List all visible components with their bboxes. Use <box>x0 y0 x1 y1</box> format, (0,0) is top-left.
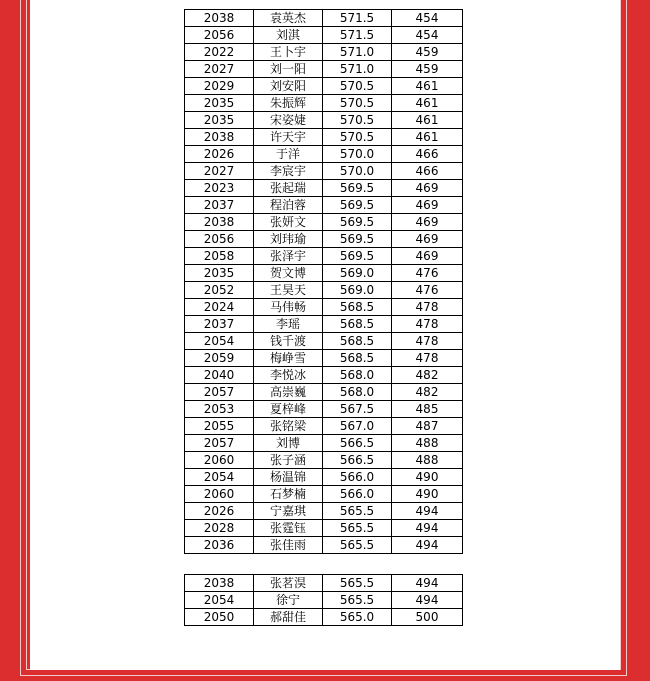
rank-cell: 476 <box>392 282 463 299</box>
class-cell: 2027 <box>185 163 254 180</box>
rank-cell: 454 <box>392 10 463 27</box>
score-cell: 566.5 <box>323 435 392 452</box>
class-cell: 2029 <box>185 78 254 95</box>
class-cell: 2026 <box>185 503 254 520</box>
name-cell: 马伟畅 <box>254 299 323 316</box>
rank-cell: 490 <box>392 469 463 486</box>
name-cell: 李瑶 <box>254 316 323 333</box>
table-row <box>185 418 463 435</box>
rank-cell: 490 <box>392 486 463 503</box>
rank-cell: 487 <box>392 418 463 435</box>
name-cell: 徐宁 <box>254 592 323 609</box>
table-row <box>185 146 463 163</box>
name-cell: 宋姿婕 <box>254 112 323 129</box>
name-cell: 朱振辉 <box>254 95 323 112</box>
score-cell: 571.0 <box>323 61 392 78</box>
rank-cell: 482 <box>392 367 463 384</box>
score-cell: 569.5 <box>323 197 392 214</box>
rank-cell: 459 <box>392 61 463 78</box>
rank-cell: 478 <box>392 299 463 316</box>
name-cell: 钱千渡 <box>254 333 323 350</box>
class-cell: 2053 <box>185 401 254 418</box>
score-cell: 570.0 <box>323 146 392 163</box>
score-cell: 568.5 <box>323 333 392 350</box>
table-row <box>185 575 463 592</box>
class-cell: 2027 <box>185 61 254 78</box>
class-cell: 2056 <box>185 27 254 44</box>
name-cell: 张霆钰 <box>254 520 323 537</box>
score-cell: 568.5 <box>323 316 392 333</box>
score-cell: 565.5 <box>323 520 392 537</box>
table-row <box>185 333 463 350</box>
rank-cell: 482 <box>392 384 463 401</box>
rank-cell: 494 <box>392 592 463 609</box>
table-row <box>185 180 463 197</box>
class-cell: 2060 <box>185 452 254 469</box>
table-row <box>185 248 463 265</box>
class-cell: 2036 <box>185 537 254 554</box>
table-row <box>185 10 463 27</box>
name-cell: 袁英杰 <box>254 10 323 27</box>
rank-cell: 478 <box>392 333 463 350</box>
class-cell: 2055 <box>185 418 254 435</box>
table-row <box>185 197 463 214</box>
rank-cell: 478 <box>392 350 463 367</box>
rank-cell: 459 <box>392 44 463 61</box>
score-cell: 568.5 <box>323 299 392 316</box>
score-cell: 569.5 <box>323 231 392 248</box>
rank-cell: 478 <box>392 316 463 333</box>
score-cell: 570.0 <box>323 163 392 180</box>
class-cell: 2057 <box>185 435 254 452</box>
table-row <box>185 299 463 316</box>
score-cell: 568.0 <box>323 367 392 384</box>
score-cell: 566.5 <box>323 452 392 469</box>
name-cell: 王昊天 <box>254 282 323 299</box>
score-cell: 569.0 <box>323 282 392 299</box>
name-cell: 宁嘉琪 <box>254 503 323 520</box>
class-cell: 2035 <box>185 265 254 282</box>
score-cell: 571.5 <box>323 27 392 44</box>
name-cell: 张铭梁 <box>254 418 323 435</box>
name-cell: 刘一阳 <box>254 61 323 78</box>
table-row <box>185 384 463 401</box>
score-cell: 565.5 <box>323 575 392 592</box>
name-cell: 梅峥雪 <box>254 350 323 367</box>
score-cell: 570.5 <box>323 78 392 95</box>
score-table-bottom <box>184 574 463 626</box>
class-cell: 2038 <box>185 214 254 231</box>
score-cell: 565.5 <box>323 503 392 520</box>
class-cell: 2052 <box>185 282 254 299</box>
class-cell: 2023 <box>185 180 254 197</box>
name-cell: 张子涵 <box>254 452 323 469</box>
score-cell: 570.5 <box>323 129 392 146</box>
rank-cell: 494 <box>392 537 463 554</box>
class-cell: 2060 <box>185 486 254 503</box>
rank-cell: 485 <box>392 401 463 418</box>
table-row <box>185 486 463 503</box>
class-cell: 2028 <box>185 520 254 537</box>
rank-cell: 454 <box>392 27 463 44</box>
name-cell: 张妍文 <box>254 214 323 231</box>
class-cell: 2054 <box>185 592 254 609</box>
table-row <box>185 27 463 44</box>
class-cell: 2050 <box>185 609 254 626</box>
class-cell: 2059 <box>185 350 254 367</box>
name-cell: 贺文博 <box>254 265 323 282</box>
score-cell: 567.0 <box>323 418 392 435</box>
name-cell: 刘淇 <box>254 27 323 44</box>
name-cell: 郝甜佳 <box>254 609 323 626</box>
class-cell: 2040 <box>185 367 254 384</box>
score-cell: 571.0 <box>323 44 392 61</box>
class-cell: 2035 <box>185 112 254 129</box>
name-cell: 于洋 <box>254 146 323 163</box>
rank-cell: 461 <box>392 95 463 112</box>
rank-cell: 469 <box>392 231 463 248</box>
name-cell: 石梦楠 <box>254 486 323 503</box>
name-cell: 刘玮瑜 <box>254 231 323 248</box>
rank-cell: 488 <box>392 452 463 469</box>
name-cell: 张起瑞 <box>254 180 323 197</box>
rank-cell: 494 <box>392 575 463 592</box>
rank-cell: 461 <box>392 78 463 95</box>
class-cell: 2024 <box>185 299 254 316</box>
rank-cell: 469 <box>392 180 463 197</box>
table-row <box>185 350 463 367</box>
rank-cell: 469 <box>392 214 463 231</box>
name-cell: 张泽宇 <box>254 248 323 265</box>
class-cell: 2038 <box>185 129 254 146</box>
rank-cell: 466 <box>392 146 463 163</box>
table-row <box>185 520 463 537</box>
rank-cell: 494 <box>392 503 463 520</box>
name-cell: 许天宇 <box>254 129 323 146</box>
rank-cell: 466 <box>392 163 463 180</box>
class-cell: 2037 <box>185 316 254 333</box>
class-cell: 2022 <box>185 44 254 61</box>
table-row <box>185 503 463 520</box>
class-cell: 2026 <box>185 146 254 163</box>
table-row <box>185 282 463 299</box>
score-cell: 570.5 <box>323 95 392 112</box>
class-cell: 2056 <box>185 231 254 248</box>
score-cell: 566.0 <box>323 469 392 486</box>
table-row <box>185 469 463 486</box>
name-cell: 高崇巍 <box>254 384 323 401</box>
table-row <box>185 401 463 418</box>
score-cell: 565.0 <box>323 609 392 626</box>
score-cell: 568.5 <box>323 350 392 367</box>
rank-cell: 469 <box>392 197 463 214</box>
name-cell: 张茗淏 <box>254 575 323 592</box>
table-row <box>185 44 463 61</box>
score-cell: 569.5 <box>323 180 392 197</box>
name-cell: 夏梓峰 <box>254 401 323 418</box>
rank-cell: 476 <box>392 265 463 282</box>
table-row <box>185 129 463 146</box>
score-cell: 565.5 <box>323 592 392 609</box>
rank-cell: 500 <box>392 609 463 626</box>
score-cell: 569.5 <box>323 214 392 231</box>
name-cell: 王卜宇 <box>254 44 323 61</box>
table-row <box>185 452 463 469</box>
name-cell: 杨温锦 <box>254 469 323 486</box>
class-cell: 2038 <box>185 575 254 592</box>
score-table-top <box>184 9 463 554</box>
class-cell: 2038 <box>185 10 254 27</box>
class-cell: 2054 <box>185 333 254 350</box>
table-row <box>185 265 463 282</box>
table-row <box>185 367 463 384</box>
class-cell: 2035 <box>185 95 254 112</box>
score-cell: 569.5 <box>323 248 392 265</box>
table-row <box>185 163 463 180</box>
score-cell: 565.5 <box>323 537 392 554</box>
class-cell: 2057 <box>185 384 254 401</box>
table-row <box>185 537 463 554</box>
class-cell: 2058 <box>185 248 254 265</box>
table-row <box>185 78 463 95</box>
rank-cell: 494 <box>392 520 463 537</box>
table-row <box>185 61 463 78</box>
rank-cell: 469 <box>392 248 463 265</box>
score-cell: 570.5 <box>323 112 392 129</box>
name-cell: 张佳雨 <box>254 537 323 554</box>
class-cell: 2054 <box>185 469 254 486</box>
score-cell: 567.5 <box>323 401 392 418</box>
table-row <box>185 231 463 248</box>
table-row <box>185 214 463 231</box>
table-row <box>185 609 463 626</box>
table-row <box>185 592 463 609</box>
name-cell: 李悦冰 <box>254 367 323 384</box>
table-row <box>185 435 463 452</box>
name-cell: 刘博 <box>254 435 323 452</box>
score-cell: 568.0 <box>323 384 392 401</box>
table-row <box>185 316 463 333</box>
rank-cell: 488 <box>392 435 463 452</box>
name-cell: 刘安阳 <box>254 78 323 95</box>
table-row <box>185 95 463 112</box>
score-cell: 571.5 <box>323 10 392 27</box>
rank-cell: 461 <box>392 112 463 129</box>
table-row <box>185 112 463 129</box>
score-cell: 566.0 <box>323 486 392 503</box>
name-cell: 李宸宇 <box>254 163 323 180</box>
class-cell: 2037 <box>185 197 254 214</box>
score-cell: 569.0 <box>323 265 392 282</box>
name-cell: 程泊蓉 <box>254 197 323 214</box>
rank-cell: 461 <box>392 129 463 146</box>
